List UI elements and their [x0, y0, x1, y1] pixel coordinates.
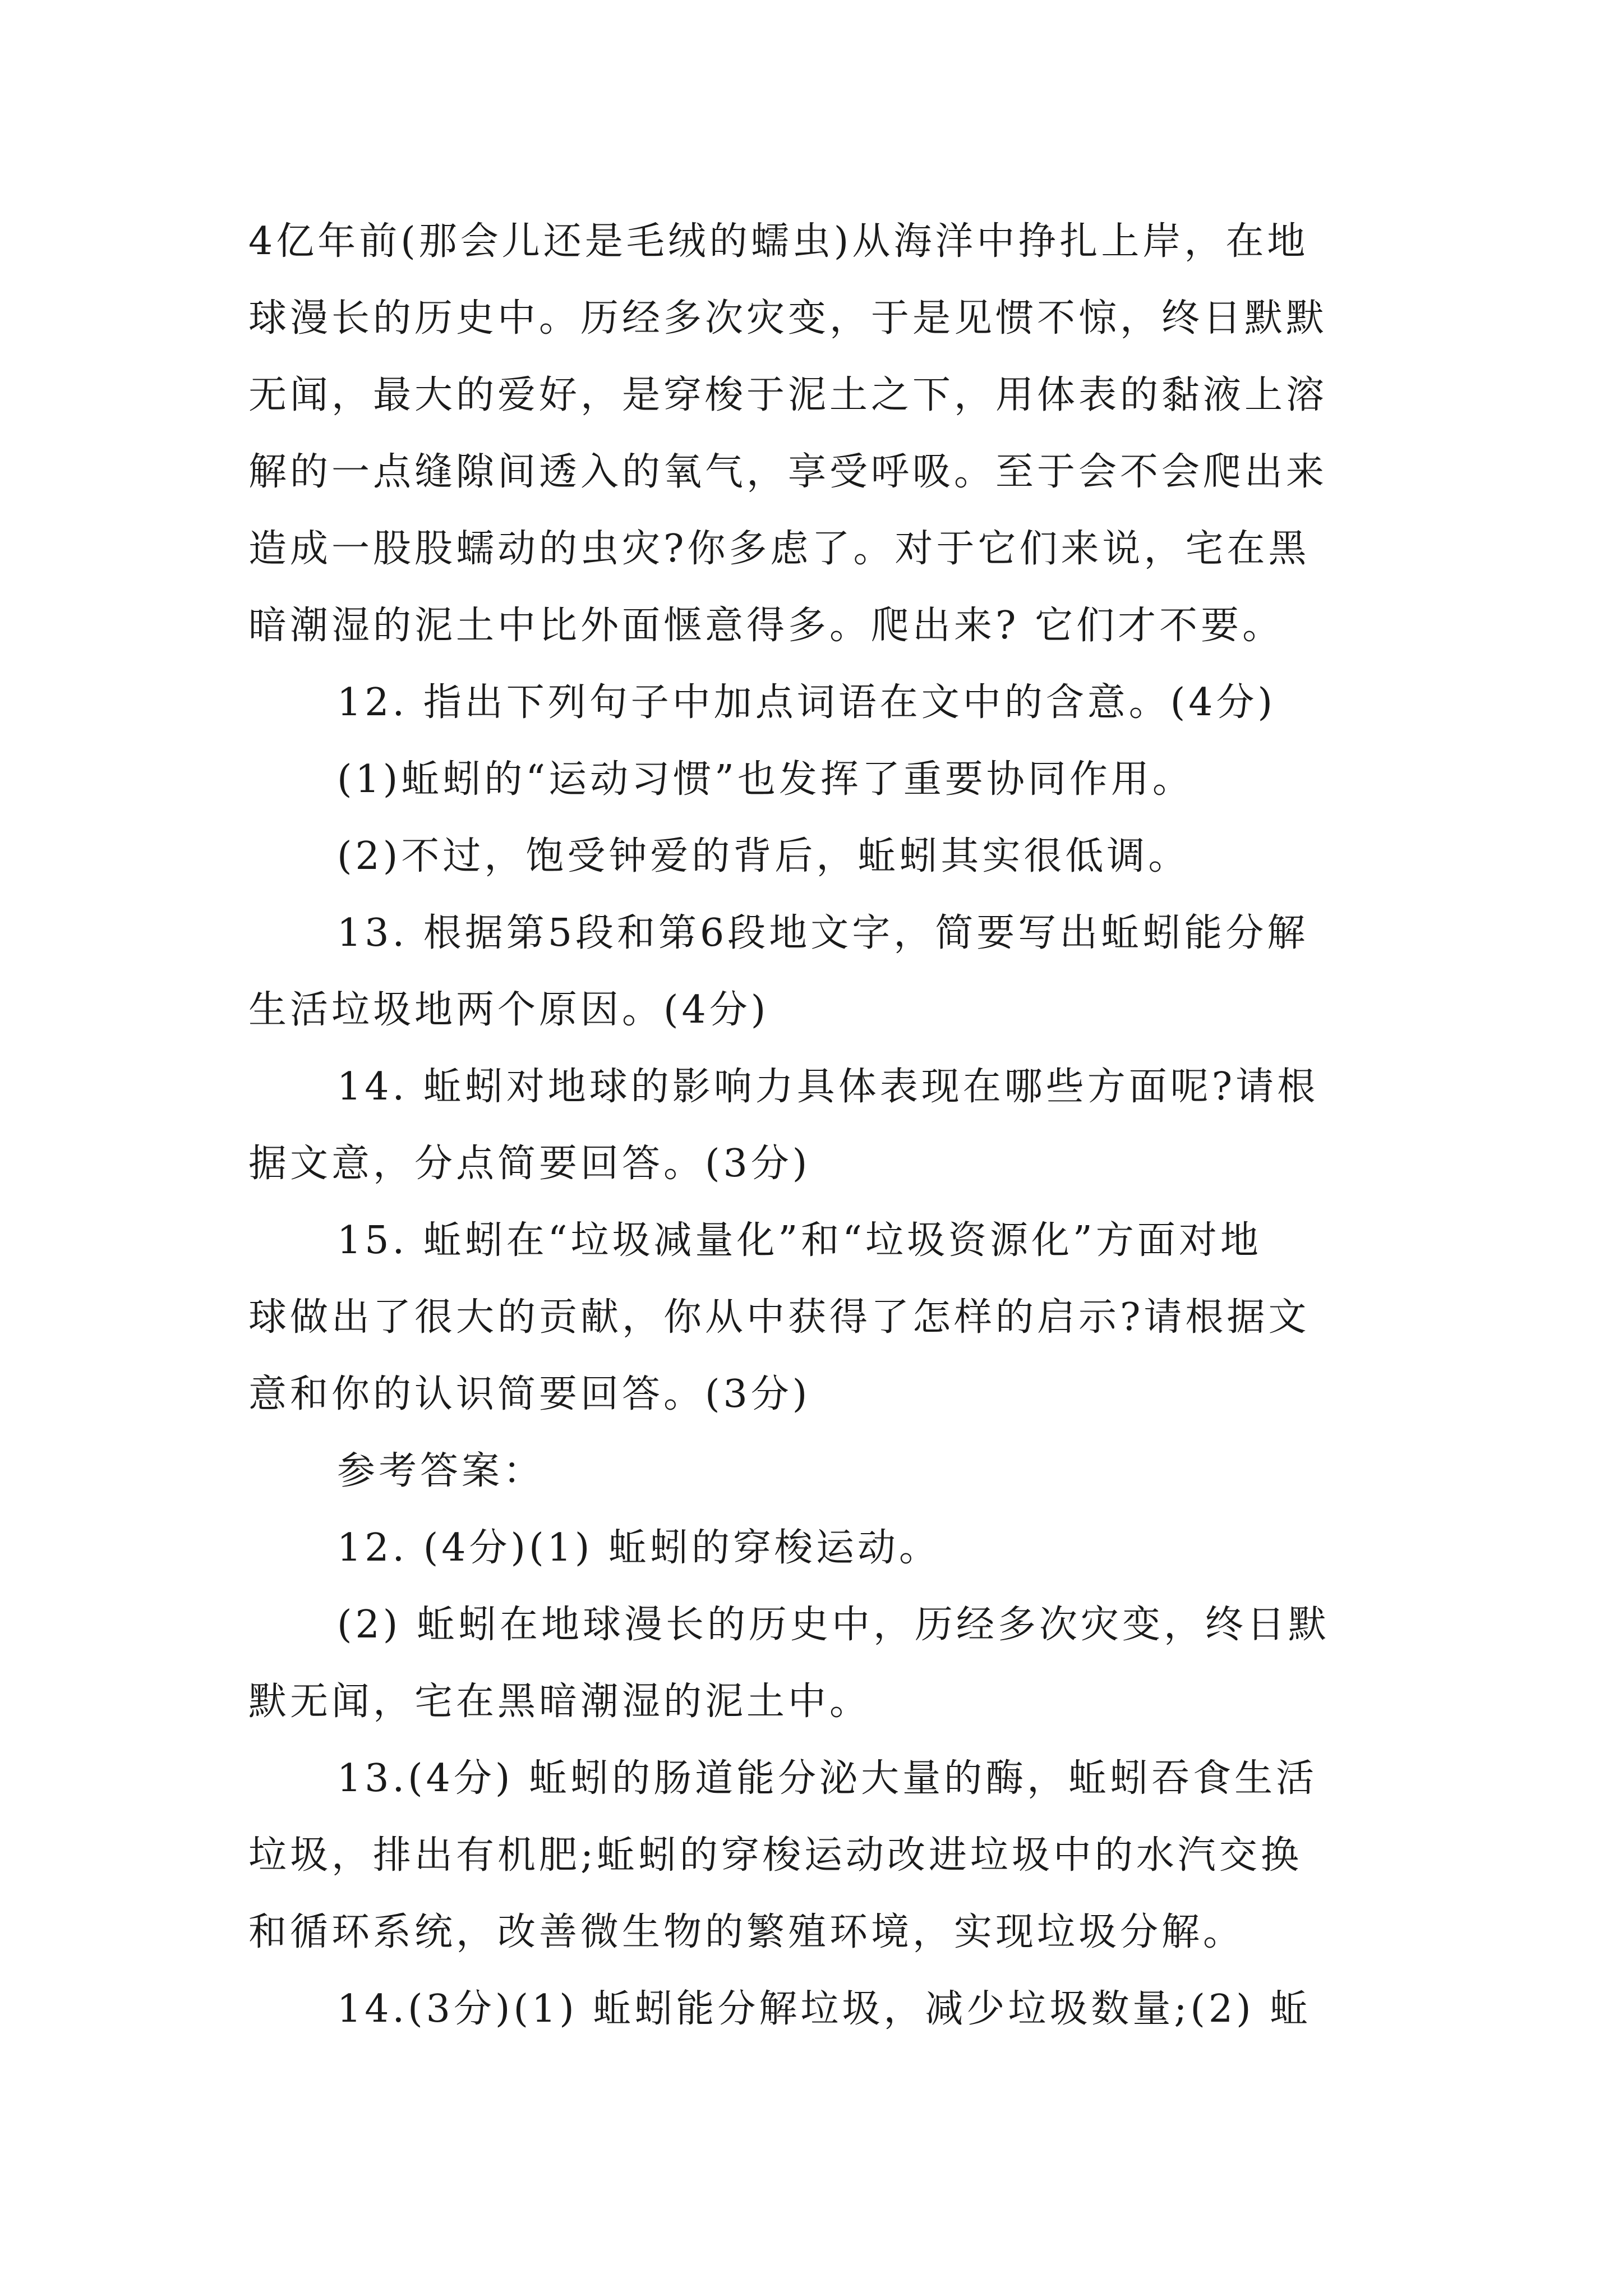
text-line: 4亿年前(那会儿还是毛绒的蠕虫)从海洋中挣扎上岸，在地	[248, 219, 1309, 264]
text-line: (2)不过，饱受钟爱的背后，蚯蚓其实很低调。	[337, 834, 1190, 878]
text-line: 参考答案：	[337, 1449, 545, 1493]
text-line: 15. 蚯蚓在“垃圾减量化”和“垃圾资源化”方面对地	[337, 1218, 1262, 1263]
text-line: (2) 蚯蚓在地球漫长的历史中，历经多次灾变，终日默	[337, 1603, 1330, 1647]
text-line: 球漫长的历史中。历经多次灾变，于是见惯不惊，终日默默	[248, 296, 1328, 341]
text-line: 据文意，分点简要回答。(3分)	[248, 1142, 811, 1186]
text-line: 解的一点缝隙间透入的氧气，享受呼吸。至于会不会爬出来	[248, 450, 1328, 494]
text-line: 造成一股股蠕动的虫灾?你多虑了。对于它们来说，宅在黑	[248, 527, 1310, 571]
text-line: 球做出了很大的贡献，你从中获得了怎样的启示?请根据文	[248, 1295, 1310, 1340]
text-line: 暗潮湿的泥土中比外面惬意得多。爬出来? 它们才不要。	[248, 604, 1284, 648]
text-line: (1)蚯蚓的“运动习惯”也发挥了重要协同作用。	[337, 757, 1194, 802]
text-line: 12. (4分)(1) 蚯蚓的穿梭运动。	[337, 1526, 941, 1570]
text-line: 14. 蚯蚓对地球的影响力具体表现在哪些方面呢?请根	[337, 1065, 1319, 1109]
text-line: 默无闻，宅在黑暗潮湿的泥土中。	[248, 1680, 872, 1724]
text-line: 意和你的认识简要回答。(3分)	[248, 1372, 811, 1416]
text-line: 垃圾，排出有机肥;蚯蚓的穿梭运动改进垃圾中的水汽交换	[248, 1833, 1302, 1878]
text-line: 13. 根据第5段和第6段地文字，简要写出蚯蚓能分解	[337, 911, 1309, 955]
text-line: 和循环系统，改善微生物的繁殖环境，实现垃圾分解。	[248, 1910, 1245, 1954]
document-body	[248, 203, 1381, 2047]
text-line: 12. 指出下列句子中加点词语在文中的含意。(4分)	[337, 680, 1276, 725]
text-line: 无闻，最大的爱好，是穿梭于泥土之下，用体表的黏液上溶	[248, 373, 1328, 417]
text-line: 生活垃圾地两个原因。(4分)	[248, 988, 769, 1032]
text-line: 14.(3分)(1) 蚯蚓能分解垃圾，减少垃圾数量;(2) 蚯	[337, 1987, 1312, 2031]
text-line: 13.(4分) 蚯蚓的肠道能分泌大量的酶，蚯蚓吞食生活	[337, 1756, 1318, 1801]
